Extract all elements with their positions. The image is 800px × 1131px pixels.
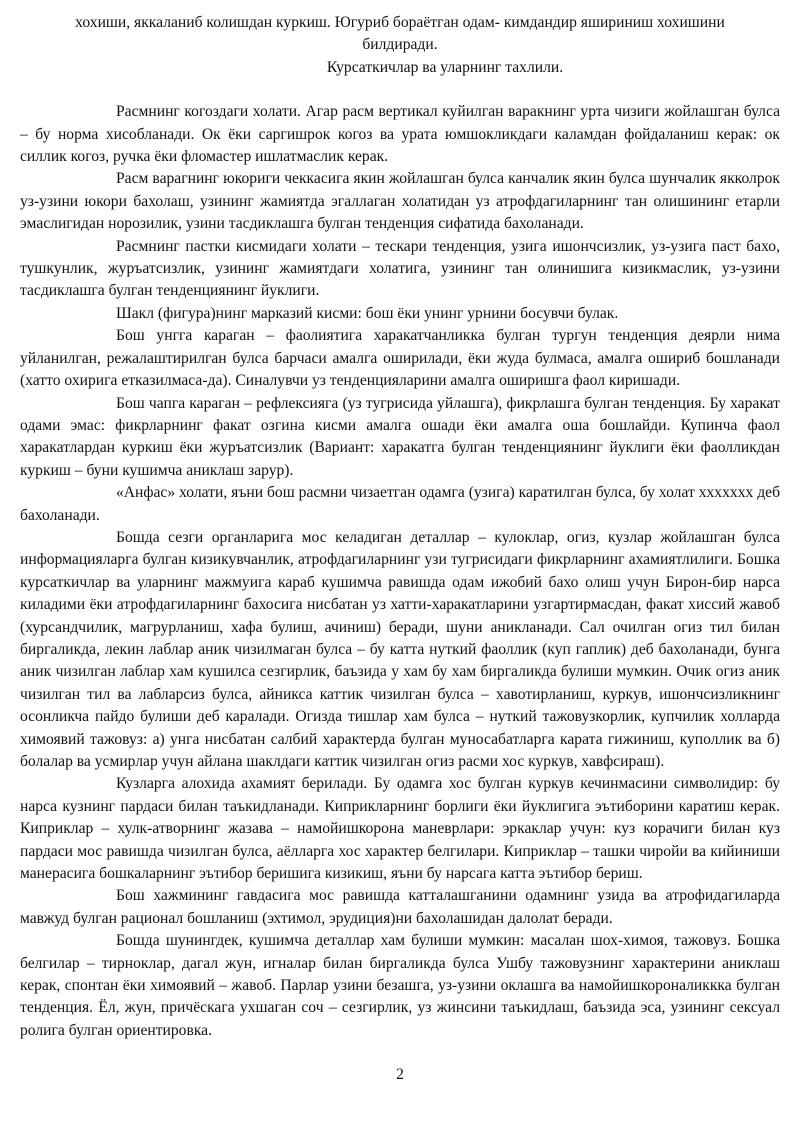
paragraph: Бош чапга караган – рефлексияга (уз тугрисида уйлашга), фикрлашга булган тенденция. Бу харакат одами эмас: фикрларнинг факат озгина кисми амалга ошади ёки амалга оша бошлайди. Купинча фаол харакатлардан куркиш ёки журъатсизлик (Вариант: харакатга булган тенденциянинг йуклиги ёки фаолликдан куркиш – буни кушимча аниклаш зарур). xyxy=(20,394,780,479)
paragraph: Расм варагнинг юкориги чеккасига якин жойлашган булса канчалик якин булса шунчалик якколрок уз-узини юкори бахолаш, узининг жамиятда эгаллаган холатидан уз атрофдагиларнинг тан олишининг етарли эмаслигидан норозилик, узини тасдиклашга булган тенденция сифатида бахоланади. xyxy=(20,170,780,233)
section-heading: Курсаткичлар ва уларнинг тахлили. xyxy=(326,58,564,76)
spacer xyxy=(20,79,780,101)
page-number: 2 xyxy=(396,1066,404,1083)
paragraph: Бош хажмининг гавдасига мос равишда катталашганини одамнинг узида ва атрофидагиларда мавжуд булган рационал бошланиш (эхтимол, эрудиция)ни бахолашидан далолат беради. xyxy=(20,887,780,927)
paragraph: Бош унгга караган – фаолиятига харакатчанликка булган тургун тенденция деярли нима уйланилган, режалаштирилган булса барчаси амалга оширилади, ёки жуда булмаса, амалга ошириб бошланади (хатто охирига етказилмаса-да). Синалувчи уз тенденцияларини амалга оширишга фаол киришади. xyxy=(20,327,780,390)
paragraph: Бошда сезги органларига мос келадиган деталлар – кулоклар, огиз, кузлар жойлашган булса информацияларга булган кизикувчанлик, атрофдагиларнинг узи тугрисидаги фикрларнинг ахамиятлилиги. Бошка курсаткичлар ва уларнинг мажмуига караб кушимча равишда одам ижобий бахо олиш учун Бирон-бир нарса киладими ёки атрофдагиларнинг бахосига нисбатан уз хатти-харакатларини узгартирмасдан, факат хиссий жавоб (хурсандчилик, магрурланиш, хафа булиш, ачиниш) беради, шуни аникланади. Сал очилган огиз тил билан биргаликда, лекин лаблар аник чизилмаган булса – бу катта нуткий фаоллик (куп гаплик) деб бахоланади, бунга аник чизилган лаблар хам кушилса сезгирлик, баъзида у хам бу хам биргаликда булиши мумкин. Очик огиз аник чизилган тил ва лабларсиз булса, айникса каттик чизилган булса – хавотирланиш, куркув, ишончсизликнинг осонликча пайдо булиши деб каралади. Огизда тишлар хам булса – нуткий тажовузкорлик, купчилик холларда химоявий тажовуз: а) унга нисбатан салбий характерда булган муносабатларга карата гижиниш, куполлик ва б) болалар ва усмирлар учун айлана шаклдаги каттик чизилган огиз расми хос куркув, хавфсираш). xyxy=(20,528,780,770)
document-page xyxy=(20,12,780,1042)
paragraph: Бошда шунингдек, кушимча деталлар хам булиши мумкин: масалан шох-химоя, тажовуз. Бошка белгилар – тирноклар, дагал жун, игналар билан биргаликда булса Ушбу тажовузнинг характерини аниклаш керак, спонтан ёки химоявий – жавоб. Парлар узини безашга, уз-узини оклашга ва намойишкороналиккка булган тенденция. Ёл, жун, причёскага ухшаган соч – сезгирлик, уз жинсини таъкидлаш, баъзида эса, узининг сексуал ролига булган ориентировка. xyxy=(20,932,780,1039)
paragraph: Расмнинг когоздаги холати. Агар расм вертикал куйилган варакнинг урта чизиги жойлашган булса – бу норма хисобланади. Ок ёки саргишрок когоз ва урата юмшокликдаги каламдан фойдаланиш керак: ок силлик когоз, ручка ёки фломастер ишлатмаслик керак. xyxy=(20,103,780,166)
paragraph: «Анфас» холати, яъни бош расмни чизаетган одамга (узига) каратилган булса, бу холат xxxxxxx деб бахоланади. xyxy=(20,484,780,524)
intro-line-2: билдиради. xyxy=(362,36,438,54)
intro-line-1: хохиши, яккаланиб колишдан куркиш. Югуриб бораётган одам- кимдандир яшириниш хохишини xyxy=(75,14,725,31)
paragraph: Кузларга алохида ахамият берилади. Бу одамга хос булган куркув кечинмасини символидир: бу нарса кузнинг пардаси билан таъкидланади. Киприкларнинг борлиги ёки йуклигига эътиборини каратиш керак. Киприклар – хулк-атворнинг жазава – намойишкорона маневрлари: эркаклар учун: куз корачиги билан куз пардаси мос равишда чизилган булса, аёлларга хос характер белгилари. Киприклар – ташки чиройи ва кийиниши манерасига бошкаларнинг эътибор беришига кизикиш, яъни бу нарсага катта эътибор бериш. xyxy=(20,775,780,883)
paragraph: Шакл (фигура)нинг марказий кисми: бош ёки унинг урнини босувчи булак. xyxy=(116,304,619,322)
paragraph: Расмнинг пастки кисмидаги холати – тескари тенденция, узига ишончсизлик, уз-узига паст бахо, тушкунлик, журъатсизлик, узининг жамиятдаги холатига, узининг тан олинишига кизикмаслик, уз-узини тасдиклашга булган тенденциянинг йуклиги. xyxy=(20,237,780,300)
